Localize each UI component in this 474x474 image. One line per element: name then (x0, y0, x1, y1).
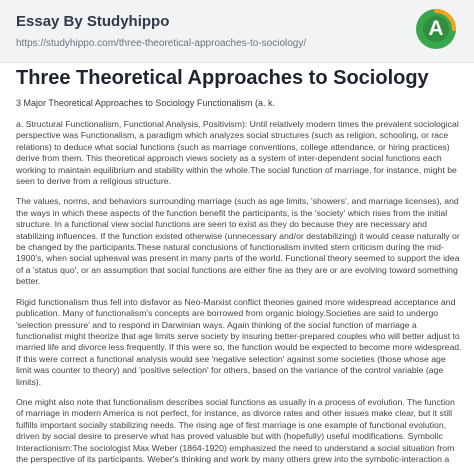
site-title[interactable]: Essay By Studyhippo (16, 13, 170, 30)
subtitle: 3 Major Theoretical Approaches to Sociology Functionalism (a. k. (16, 98, 275, 108)
site-header (0, 0, 474, 63)
logo-letter: A (428, 17, 444, 40)
document-body (16, 66, 462, 474)
page-title: Three Theoretical Approaches to Sociology (16, 67, 429, 89)
paragraph-1: a. Structural Functionalism, Functional Analysis, Positivism): Until relatively modern times the prevalent sociological perspective was Functionalism, a paradigm which analyzes social structures (such as religion, schooling, or race relations) to deduce what social functions (such as marriage conventions, college attendance, or hiring practices) derive from them. This theoretical approach views society as a system of inter-dependent social functions each working to maintain equilibrium and stability within the whole.The social function of marriage, for instance, might be seen to derive from a religious structure. (16, 119, 459, 187)
paragraph-3: Rigid functionalism thus fell into disfavor as Neo-Marxist conflict theories gained more widespread acceptance and publication. Many of functionalism's concepts are borrowed from organic biology.Societies are said to undergo 'selection pressure' and to respond in Darwinian ways. Again thinking of the social function of marriage a functionalist might theorize that age limits serve society by insuring better-prepared couples who will better adjust to married life and divorce less frequently. If this were so, the function would be expected to become more widespread. If this were correct a functional analysis would see 'negative selection' against some societies (those whose age limit was counter to theory) and 'positive selection' for others, based on the variance of the control variable (age limits). (16, 296, 462, 387)
studyhippo-logo-icon[interactable] (416, 9, 456, 49)
page-url-link[interactable]: https://studyhippo.com/three-theoretical-approaches-to-sociology/ (16, 38, 307, 49)
paragraph-4: One might also note that functionalism describes social functions as usually in a process of evolution. The function of marriage in modern America is not perfect, for instance, as divorce rates and other issues make clear, but it still fulfills important socially stabilizing needs. The rising age of first marriage is one example of functional evolution, driven by social desire to preserve what has proved valuable but with (hopefully) useful modifications. Symbolic Interactionism:The sociologist Max Weber (1864-1920) emphasized the need to understand a social situation from the perspective of its participants. Weber's thinking and work by many others grew into the symbolic-interaction a (16, 396, 455, 464)
paragraph-2: The values, norms, and behaviors surrounding marriage (such as age limits, 'showers', and marriage licenses), and the ways in which these aspects of the function benefit the participants, is the 'society' which rises from the initial structure. In a functional view social functions are seen to exist as they do because they are necessary and stabilizing influences. If the function existed otherwise (unnecessary and/or destabilizing) it would cease naturally or be changed by the participants.These natural conclusions of functionalism invited stern criticism during the mid-1900's, when social upheaval was present in many parts of the world. Functional theory seemed to support the idea of a 'status quo', or an assumption that social functions are either fine as they are or are evolving toward something better. (16, 196, 460, 287)
